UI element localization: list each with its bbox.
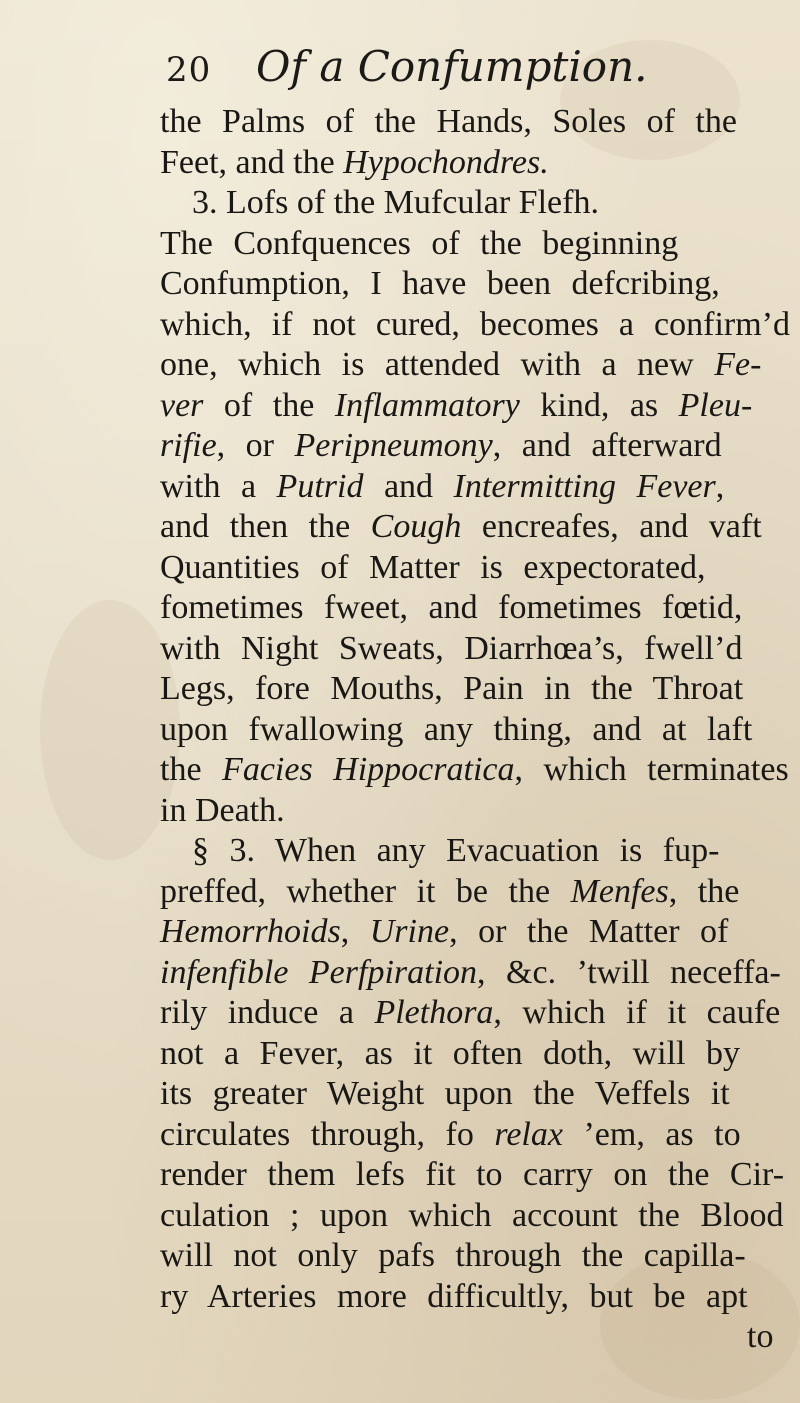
roman-text: the Palms of the Hands, Soles of the <box>160 103 737 140</box>
running-title: Of a Confumption. <box>256 42 648 91</box>
roman-text: Confumption, I have been defcribing, <box>160 265 720 302</box>
italic-text: Menfes <box>570 872 669 910</box>
roman-text: which, if not cured, becomes a confirm’d <box>160 305 790 343</box>
text-line <box>160 262 720 306</box>
text-line <box>160 991 780 1035</box>
text-line <box>160 870 739 914</box>
roman-text: will not only pafs through the capilla- <box>160 1237 746 1274</box>
text-line <box>160 424 722 468</box>
text-line <box>160 505 762 549</box>
roman-text: ry Arteries more difficultly, but be apt <box>160 1277 748 1315</box>
text-line <box>160 100 737 144</box>
roman-text: , <box>340 913 370 950</box>
page-number: 20 <box>166 50 212 90</box>
roman-text: , the <box>668 872 740 910</box>
roman-text: , or <box>216 427 295 464</box>
text-line <box>160 951 781 995</box>
roman-text: , which terminates <box>514 751 789 788</box>
roman-text: its greater Weight upon the Veffels it <box>160 1075 730 1112</box>
text-line <box>160 1234 746 1278</box>
text-line <box>160 384 752 428</box>
catchword: to <box>747 1318 774 1355</box>
italic-text: Plethora <box>374 994 494 1031</box>
roman-text: and then the <box>160 508 371 545</box>
italic-text: infenfible Perfpiration <box>160 953 478 991</box>
roman-text: with Night Sweats, Diarrhœa’s, fwell’d <box>160 629 743 667</box>
italic-text: Putrid <box>276 467 364 505</box>
roman-text: circulates through, fo <box>160 1115 495 1153</box>
italic-text: Hypochondres. <box>343 143 549 181</box>
roman-text: the <box>160 751 223 788</box>
roman-text: , &c. ’twill neceffa- <box>477 953 781 991</box>
text-line <box>160 303 790 347</box>
roman-text: , which if it caufe <box>493 994 781 1031</box>
roman-text: kind, as <box>519 386 679 424</box>
text-line <box>160 141 549 185</box>
roman-text: ’em, as to <box>562 1115 741 1153</box>
text-line <box>160 1194 783 1238</box>
text-line <box>160 789 285 833</box>
roman-text: not a Fever, as it often doth, will by <box>160 1034 741 1072</box>
roman-text: fometimes fweet, and fometimes fœtid, <box>160 589 743 626</box>
text-line <box>160 1072 730 1116</box>
roman-text: with a <box>160 467 277 505</box>
italic-text: relax <box>494 1115 563 1153</box>
italic-text: Intermitting Fever <box>453 467 716 505</box>
roman-text: 3. Lofs of the Mufcular Flefh. <box>192 184 599 221</box>
roman-text: Feet, and the <box>160 143 344 181</box>
italic-text: rifie <box>160 427 217 464</box>
roman-text: Quantities of Matter is expectorated, <box>160 548 706 586</box>
italic-text: Hemorrhoids <box>160 913 341 950</box>
italic-text: Cough <box>370 508 462 545</box>
roman-text: Legs, fore Mouths, Pain in the Throat <box>160 670 744 707</box>
italic-text: Facies Hippocratica <box>222 751 515 788</box>
roman-text: culation ; upon which account the Blood <box>160 1196 784 1234</box>
roman-text: encreafes, and vaft <box>461 508 762 545</box>
roman-text: rily induce a <box>160 994 375 1031</box>
text-line <box>160 586 742 630</box>
roman-text: and <box>363 467 454 505</box>
roman-text: render them lefs fit to carry on the Cir- <box>160 1156 785 1193</box>
text-line <box>192 181 599 225</box>
text-line <box>160 222 678 266</box>
italic-text: Urine <box>369 913 450 950</box>
roman-text: , <box>715 467 725 505</box>
roman-text: in Death. <box>160 791 285 829</box>
text-line <box>160 667 743 711</box>
text-line <box>160 1153 784 1197</box>
roman-text: of the <box>203 386 335 424</box>
text-line <box>160 465 724 509</box>
roman-text: § 3. When any Evacuation is fup- <box>192 832 720 869</box>
roman-text: , or the Matter of <box>449 913 729 950</box>
text-line <box>160 627 742 671</box>
roman-text: , and afterward <box>492 427 722 464</box>
roman-text: preffed, whether it be the <box>160 872 571 910</box>
italic-text: Pleu- <box>678 386 753 424</box>
italic-text: Fe- <box>714 346 762 383</box>
text-line <box>160 343 761 387</box>
roman-text: upon fwallowing any thing, and at laft <box>160 710 753 748</box>
text-line <box>160 708 752 752</box>
text-line <box>160 910 728 954</box>
text-line <box>160 1275 748 1319</box>
roman-text: one, which is attended with a new <box>160 346 715 383</box>
text-line <box>192 829 719 873</box>
italic-text: Inflammatory <box>334 386 520 424</box>
page-header <box>166 42 766 102</box>
text-line <box>160 1113 741 1157</box>
roman-text: The Confquences of the beginning <box>160 224 679 262</box>
italic-text: ver <box>160 386 204 424</box>
text-line <box>160 748 789 792</box>
paper-stain <box>40 600 180 860</box>
italic-text: Peripneumony <box>294 427 493 464</box>
text-line <box>160 546 706 590</box>
text-line <box>160 1032 740 1076</box>
